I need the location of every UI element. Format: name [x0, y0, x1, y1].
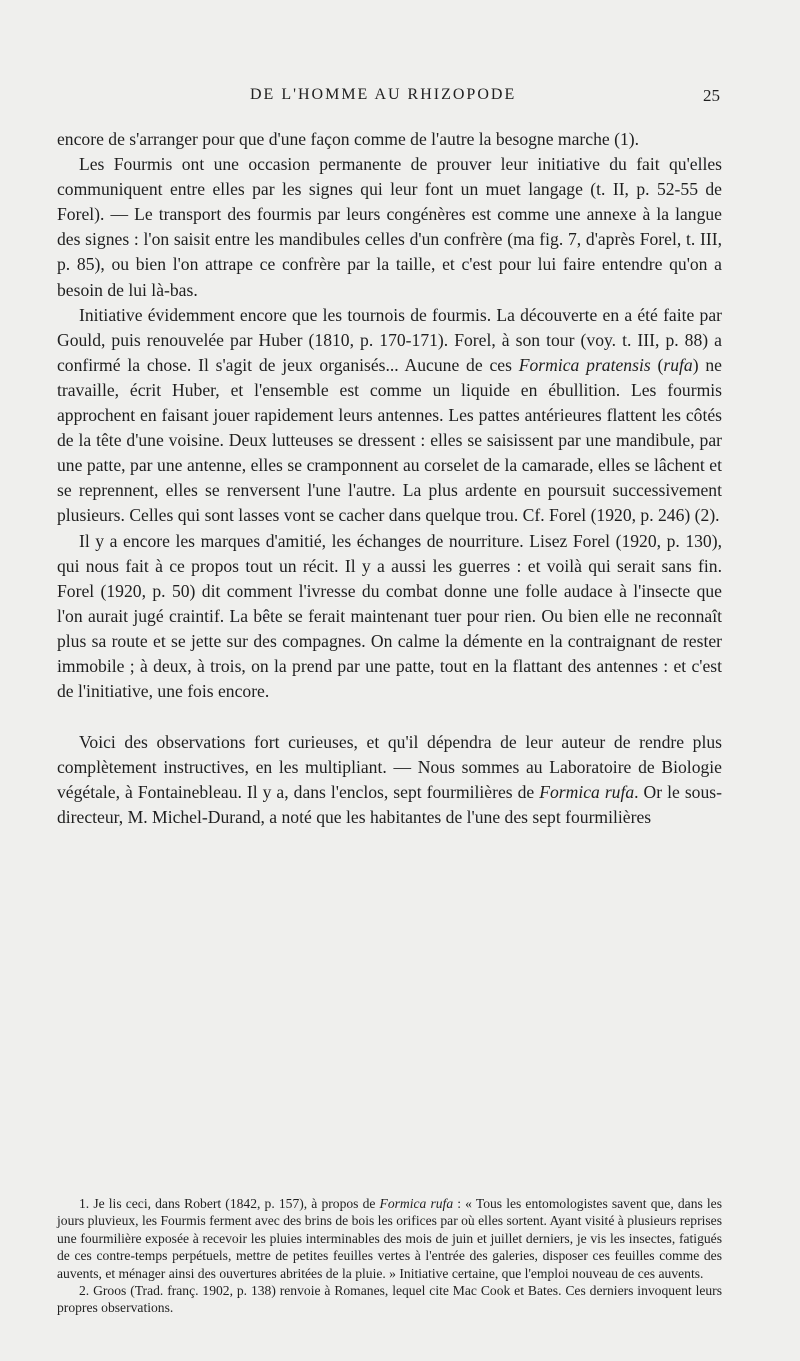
- footnotes: [57, 1195, 722, 1317]
- paragraph-tournaments: [57, 303, 722, 529]
- footnote-1-rest: : « Tous les entomologistes savent que, dans les jours pluvieux, les Fourmis ferment avec des brins de bois les orifices par où elles sortent. Ayant visité à plusieurs reprises une fourmilière exposée à recevoir les pluies interminables des mois de juin et juillet derniers, je vis les insectes, fatigués de ces contre-temps perpétuels, mettre de petites feuilles vertes à l'entrée des galeries, disposer ces feuilles comme des auvents, et ménager ainsi des ouvertures abritées de la pluie. » Initiative certaine, que l'emploi nouveau de ces auvents.: [57, 1196, 723, 1281]
- species-name: Formica pratensis: [518, 354, 651, 375]
- running-title: DE L'HOMME AU RHIZOPODE: [250, 86, 517, 103]
- footnote-2: 2. Groos (Trad. franç. 1902, p. 138) renvoie à Romanes, lequel cite Mac Cook et Bates. Ces derniers invoquent leurs propres observations.: [57, 1283, 722, 1316]
- footnote-1-start: 1. Je lis ceci, dans Robert (1842, p. 157), à propos de: [79, 1196, 380, 1211]
- paragraph-tournaments-start: Initiative évidemment encore que les tournois de fourmis. La découverte en a été faite par Gould, puis renouvelée par Huber (1810, p. 170-171). Forel, à son tour (voy. t. III, p. 88) a confirmé la chose. Il s'agit de jeux organisés... Aucune de ces: [57, 304, 722, 375]
- paragraph-observations: [57, 730, 722, 830]
- paragraph-signs: Les Fourmis ont une occasion permanente de prouver leur initiative du fait qu'elles communiquent entre elles par les signes qui leur font un muet langage (t. II, p. 52-55 de Forel). — Le transport des fourmis par leurs congénères est comme une annexe à la langue des signes : l'on saisit entre les mandibules celles d'un confrère (ma fig. 7, d'après Forel, t. III, p. 85), ou bien l'on attrape ce confrère par la taille, et c'est pour lui faire entendre qu'on a besoin de lui là-bas.: [57, 154, 722, 300]
- running-head: [250, 86, 720, 110]
- page-number: 25: [703, 86, 720, 105]
- body-text: [57, 127, 722, 831]
- paragraph-tournaments-rest: ) ne travaille, écrit Huber, et l'ensemble est comme un liquide en ébullition. Les fourmis approchent en faisant jouer rapidement leurs antennes. Les pattes antérieures flattent les côtés de la tête d'une voisine. Deux lutteuses se dressent : elles se saisissent par une mandibule, par une patte, par une antenne, elles se cramponnent au corselet de la camarade, elles se lâchent et se reprennent, elles se renversent l'une l'autre. La plus ardente en poursuit successivement plusieurs. Celles qui sont lasses vont se cacher dans quelque trou. Cf. Forel (1920, p. 246) (2).: [57, 354, 722, 526]
- paragraph-observations-end: . Or le sous-directeur, M. Michel-Durand, a noté que les habitantes de l'une des sept fourmilières: [57, 782, 722, 828]
- paren-open: (: [650, 354, 664, 375]
- species-name: Formica rufa: [539, 782, 635, 803]
- paragraph-friendship: Il y a encore les marques d'amitié, les échanges de nourriture. Lisez Forel (1920, p. 130), qui nous fait à ce propos tout un récit. Il y a aussi les guerres : et voilà qui serait sans fin. Forel (1920, p. 50) dit comment l'ivresse du combat donne une folle audace à l'insecte que l'on aurait jugé craintif. La bête se ferait maintenant tuer pour rien. Ou bien elle ne reconnaît plus sa route et se jette sur des compagnes. On calme la démente en la contraignant de rester immobile ; à deux, à trois, on la prend par une patte, tout en la flattant des antennes : et c'est de l'initiative, une fois encore.: [57, 530, 722, 702]
- footnote-1: [57, 1195, 722, 1282]
- paragraph-observations-start: Voici des observations fort curieuses, et qu'il dépendra de leur auteur de rendre plus complètement instructives, en les multipliant. — Nous sommes au Laboratoire de Biologie végétale, à Fontainebleau. Il y a, dans l'enclos, sept fourmilières de: [57, 732, 722, 803]
- species-name: Formica rufa: [379, 1196, 454, 1211]
- paragraph-continuation: encore de s'arranger pour que d'une façon comme de l'autre la besogne marche (1).: [57, 129, 640, 149]
- species-name: rufa: [663, 354, 693, 375]
